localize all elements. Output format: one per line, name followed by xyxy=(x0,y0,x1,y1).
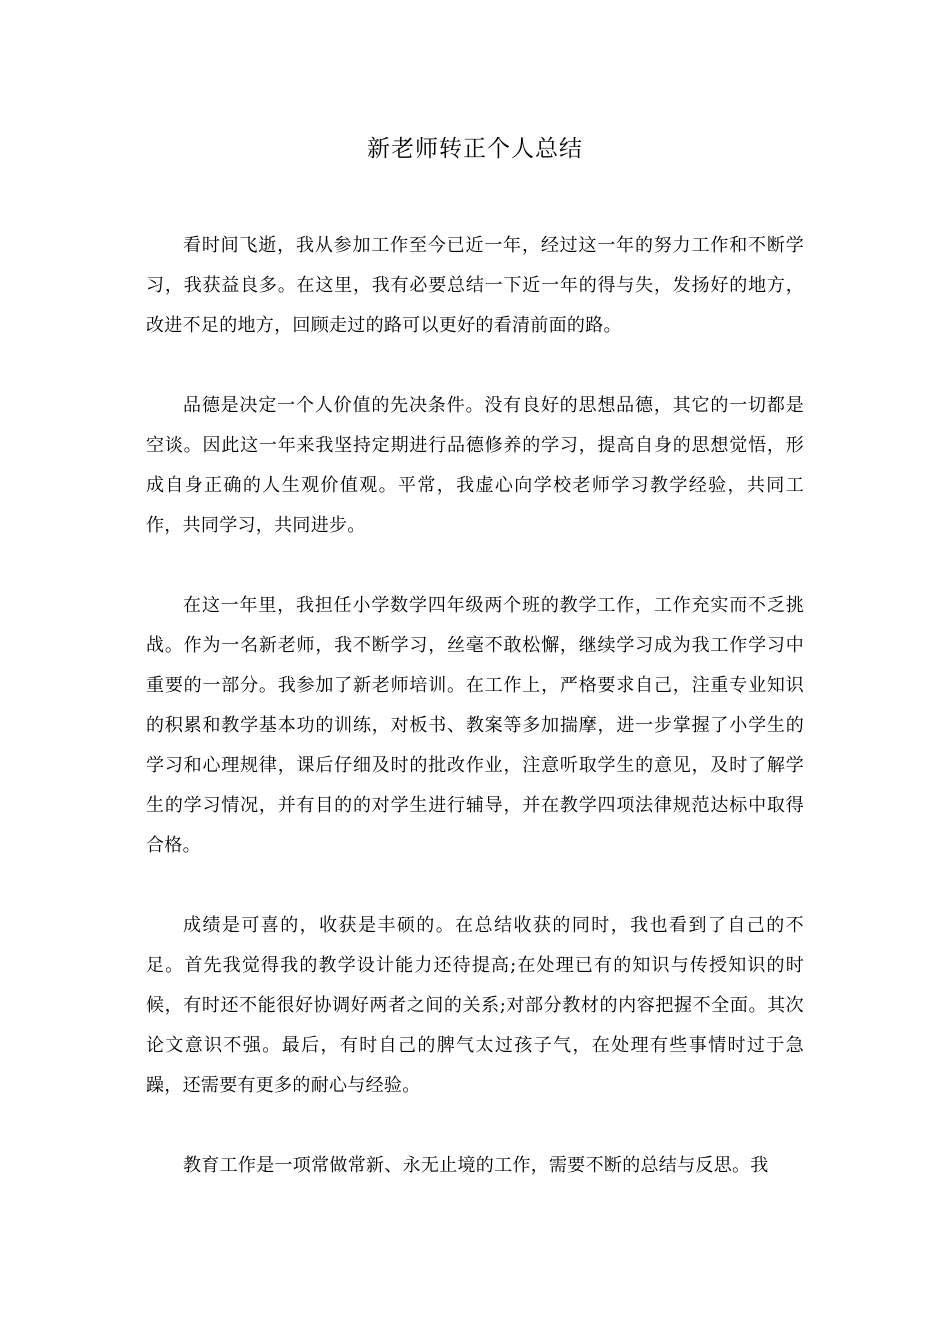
paragraph-5: 教育工作是一项常做常新、永无止境的工作，需要不断的总结与反思。我 xyxy=(183,1155,769,1176)
document-title: 新老师转正个人总结 xyxy=(367,136,583,162)
paragraph-1: 看时间飞逝，我从参加工作至今已近一年，经过这一年的努力工作和不断学习，我获益良多。在这里，我有必要总结一下近一年的得与失，发扬好的地方，改进不足的地方，回顾走过的路可以更好的看清前面的路。 xyxy=(146,235,804,336)
paragraph-3: 在这一年里，我担任小学数学四年级两个班的教学工作，工作充实而不乏挑战。作为一名新老师，我不断学习，丝毫不敢松懈，继续学习成为我工作学习中重要的一部分。我参加了新老师培训。在工作上，严格要求自己，注重专业知识的积累和教学基本功的训练，对板书、教案等多加揣摩，进一步掌握了小学生的学习和心理规律，课后仔细及时的批改作业，注意听取学生的意见，及时了解学生的学习情况，并有目的的对学生进行辅导，并在教学四项法律规范达标中取得合格。 xyxy=(146,595,804,856)
document-body xyxy=(146,226,804,1226)
paragraph-4: 成绩是可喜的，收获是丰硕的。在总结收获的同时，我也看到了自己的不足。首先我觉得我的教学设计能力还待提高;在处理已有的知识与传授知识的时候，有时还不能很好协调好两者之间的关系;对部分教材的内容把握不全面。其次论文意识不强。最后，有时自己的脾气太过孩子气，在处理有些事情时过于急躁，还需要有更多的耐心与经验。 xyxy=(146,915,804,1096)
paragraph-2: 品德是决定一个人价值的先决条件。没有良好的思想品德，其它的一切都是空谈。因此这一年来我坚持定期进行品德修养的学习，提高自身的思想觉悟，形成自身正确的人生观价值观。平常，我虚心向学校老师学习教学经验，共同工作，共同学习，共同进步。 xyxy=(146,395,804,536)
